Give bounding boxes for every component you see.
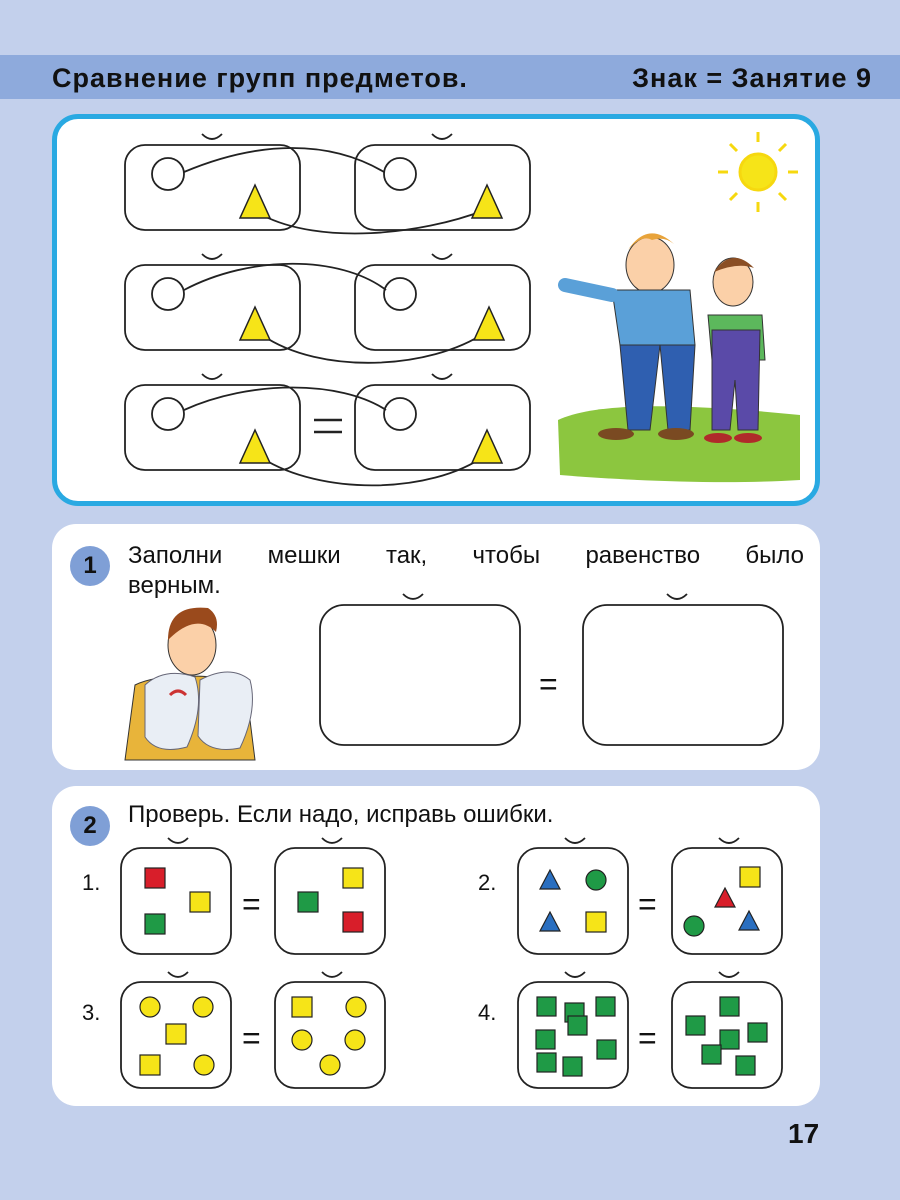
exercise-equals-sign: = — [242, 886, 261, 922]
yellow-square — [343, 868, 363, 888]
green-square — [686, 1016, 705, 1035]
red-square — [343, 912, 363, 932]
yellow-circle — [140, 997, 160, 1017]
task-number-badge: 2 — [70, 806, 110, 846]
bag-outline — [518, 848, 628, 954]
task1-instruction-line2: верным. — [128, 572, 221, 599]
green-square — [702, 1045, 721, 1064]
exercise-equals-sign: = — [242, 1020, 261, 1056]
green-square — [597, 1040, 616, 1059]
green-square — [537, 1053, 556, 1072]
green-square — [736, 1056, 755, 1075]
yellow-circle — [346, 997, 366, 1017]
bag-outline — [275, 848, 385, 954]
exercise-label: 1. — [82, 870, 101, 895]
green-square — [568, 1016, 587, 1035]
title-part-2: Знак = Занятие 9 — [632, 63, 872, 93]
exercise-label: 2. — [478, 870, 497, 895]
yellow-circle — [194, 1055, 214, 1075]
red-square — [145, 868, 165, 888]
exercise-equals-sign: = — [638, 886, 657, 922]
yellow-square — [740, 867, 760, 887]
page-number: 17 — [788, 1118, 820, 1149]
yellow-circle — [320, 1055, 340, 1075]
green-square — [537, 997, 556, 1016]
yellow-square — [586, 912, 606, 932]
green-square — [748, 1023, 767, 1042]
yellow-square — [292, 997, 312, 1017]
green-square — [536, 1030, 555, 1049]
green-square — [145, 914, 165, 934]
exercise-equals-sign: = — [638, 1020, 657, 1056]
task-number-badge: 1 — [70, 546, 110, 586]
yellow-circle — [193, 997, 213, 1017]
yellow-circle — [292, 1030, 312, 1050]
green-square — [720, 997, 739, 1016]
title-part-1: Сравнение групп предметов. — [52, 63, 468, 93]
task1-instruction-line1: Заполни мешки так, чтобы равенство было — [128, 542, 804, 569]
yellow-square — [140, 1055, 160, 1075]
exercise-label: 3. — [82, 1000, 101, 1025]
task2-instruction: Проверь. Если надо, исправь ошибки. — [128, 801, 554, 828]
exercise-label: 4. — [478, 1000, 497, 1025]
bag-outline — [121, 848, 231, 954]
yellow-square — [166, 1024, 186, 1044]
green-circle — [684, 916, 704, 936]
task1-equals-sign: = — [539, 666, 558, 702]
green-square — [720, 1030, 739, 1049]
green-square — [596, 997, 615, 1016]
yellow-circle — [345, 1030, 365, 1050]
green-circle — [586, 870, 606, 890]
green-square — [563, 1057, 582, 1076]
green-square — [298, 892, 318, 912]
yellow-square — [190, 892, 210, 912]
